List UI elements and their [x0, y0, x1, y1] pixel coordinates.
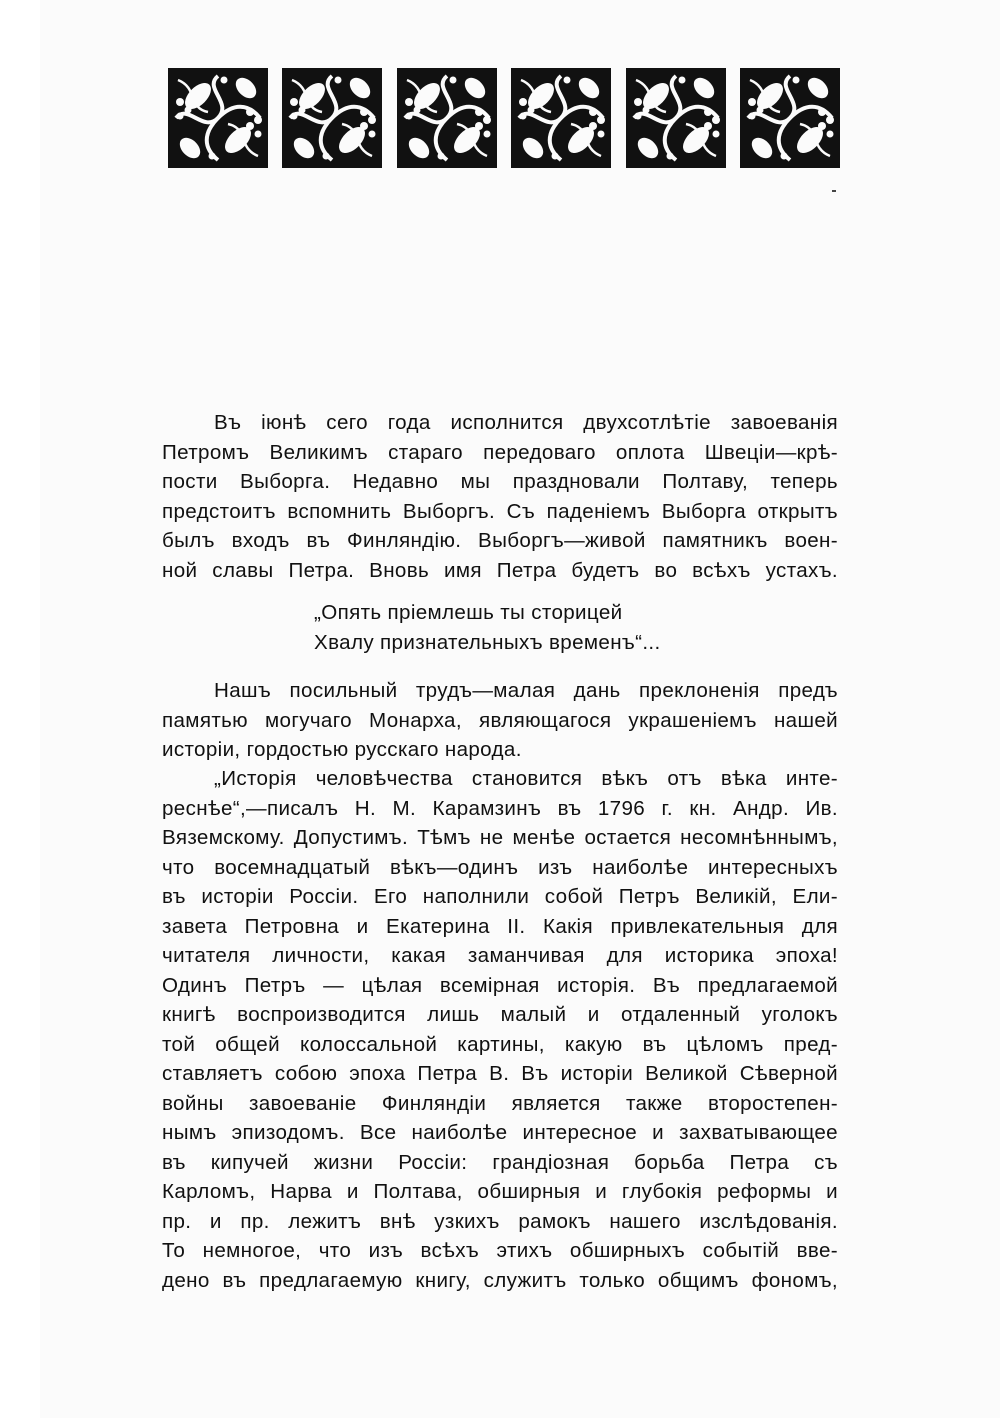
text-line: что восемнадцатый вѣкъ—одинъ изъ наиболѣе интересныхъ	[162, 855, 838, 879]
text-line: дено въ предлагаемую книгу, служитъ только общимъ фономъ,	[162, 1268, 838, 1292]
text-line: нымъ эпизодомъ. Все наиболѣе интересное и захватывающее	[162, 1121, 838, 1144]
text-line: То немногое, что изъ всѣхъ этихъ обширныхъ событій вве-	[162, 1239, 838, 1262]
ornament-tile-icon	[511, 68, 611, 168]
text-line: читателя личности, какая заманчивая для историка эпоха!	[162, 944, 838, 967]
text-line: въ исторіи Россіи. Его наполнили собой Петръ Великій, Ели-	[162, 885, 838, 908]
text-line: въ кипучей жизни Россіи: грандіозная борьба Петра съ	[162, 1150, 838, 1174]
text-line: ной славы Петра. Вновь имя Петра будетъ во всѣхъ устахъ.	[162, 558, 838, 582]
text-line: былъ входъ въ Финляндію. Выборгъ—живой памятникъ воен-	[162, 529, 838, 552]
verse-quote	[314, 598, 661, 657]
ornament-tile-icon	[282, 68, 382, 168]
verse-line: „Опять пріемлешь ты сторицей	[314, 601, 623, 624]
text-line: войны завоеваніе Финляндіи является также второстепен-	[162, 1091, 838, 1115]
text-line: книгѣ воспроизводится лишь малый и отдаленный уголокъ	[162, 1003, 838, 1026]
text-line: пр. и пр. лежитъ внѣ узкихъ рамокъ нашего изслѣдованія.	[162, 1209, 838, 1233]
ornament-tile-icon	[626, 68, 726, 168]
text-line: памятью могучаго Монарха, являющагося украшеніемъ нашей	[162, 708, 838, 732]
text-line: Карломъ, Нарва и Полтава, обширныя и глубокія реформы и	[162, 1180, 838, 1203]
text-line: Въ іюнѣ сего года исполнится двухсотлѣтіе завоеванія	[214, 411, 838, 434]
ornamental-headpiece	[168, 68, 840, 168]
text-line: реснѣе“,—писалъ Н. М. Карамзинъ въ 1796 г. кн. Андр. Ив.	[162, 796, 838, 820]
text-line: исторіи, гордостью русскаго народа.	[162, 738, 522, 761]
text-line: Одинъ Петръ — цѣлая всемірная исторія. Въ предлагаемой	[162, 973, 838, 997]
text-line: „Исторія человѣчества становится вѣкъ отъ вѣка инте-	[214, 767, 838, 790]
ornament-tile-icon	[740, 68, 840, 168]
text-line: Нашъ посильный трудъ—малая дань преклоненія предъ	[214, 679, 838, 702]
paragraph-2	[162, 676, 838, 765]
text-line: предстоитъ вспомнить Выборгъ. Съ паденіемъ Выборга открытъ	[162, 499, 838, 523]
text-line: завета Петровна и Екатерина II. Какія привлекательныя для	[162, 914, 838, 938]
text-line: пости Выборга. Недавно мы праздновали Полтаву, теперь	[162, 470, 838, 493]
text-line: Вяземскому. Допустимъ. Тѣмъ не менѣе остается несомнѣннымъ,	[162, 826, 838, 849]
ornament-tile-icon	[397, 68, 497, 168]
text-line: ставляетъ собою эпоха Петра В. Въ исторіи Великой Сѣверной	[162, 1062, 838, 1085]
print-speck	[832, 190, 836, 192]
text-line: той общей колоссальной картины, какую въ цѣломъ пред-	[162, 1032, 838, 1056]
paragraph-3	[162, 764, 838, 1295]
ornament-tile-icon	[168, 68, 268, 168]
paragraph-1	[162, 408, 838, 585]
verse-line: Хвалу признательныхъ временъ“...	[314, 630, 661, 654]
text-line: Петромъ Великимъ стараго передоваго оплота Швеціи—крѣ-	[162, 440, 838, 464]
page-margin	[0, 0, 40, 1418]
